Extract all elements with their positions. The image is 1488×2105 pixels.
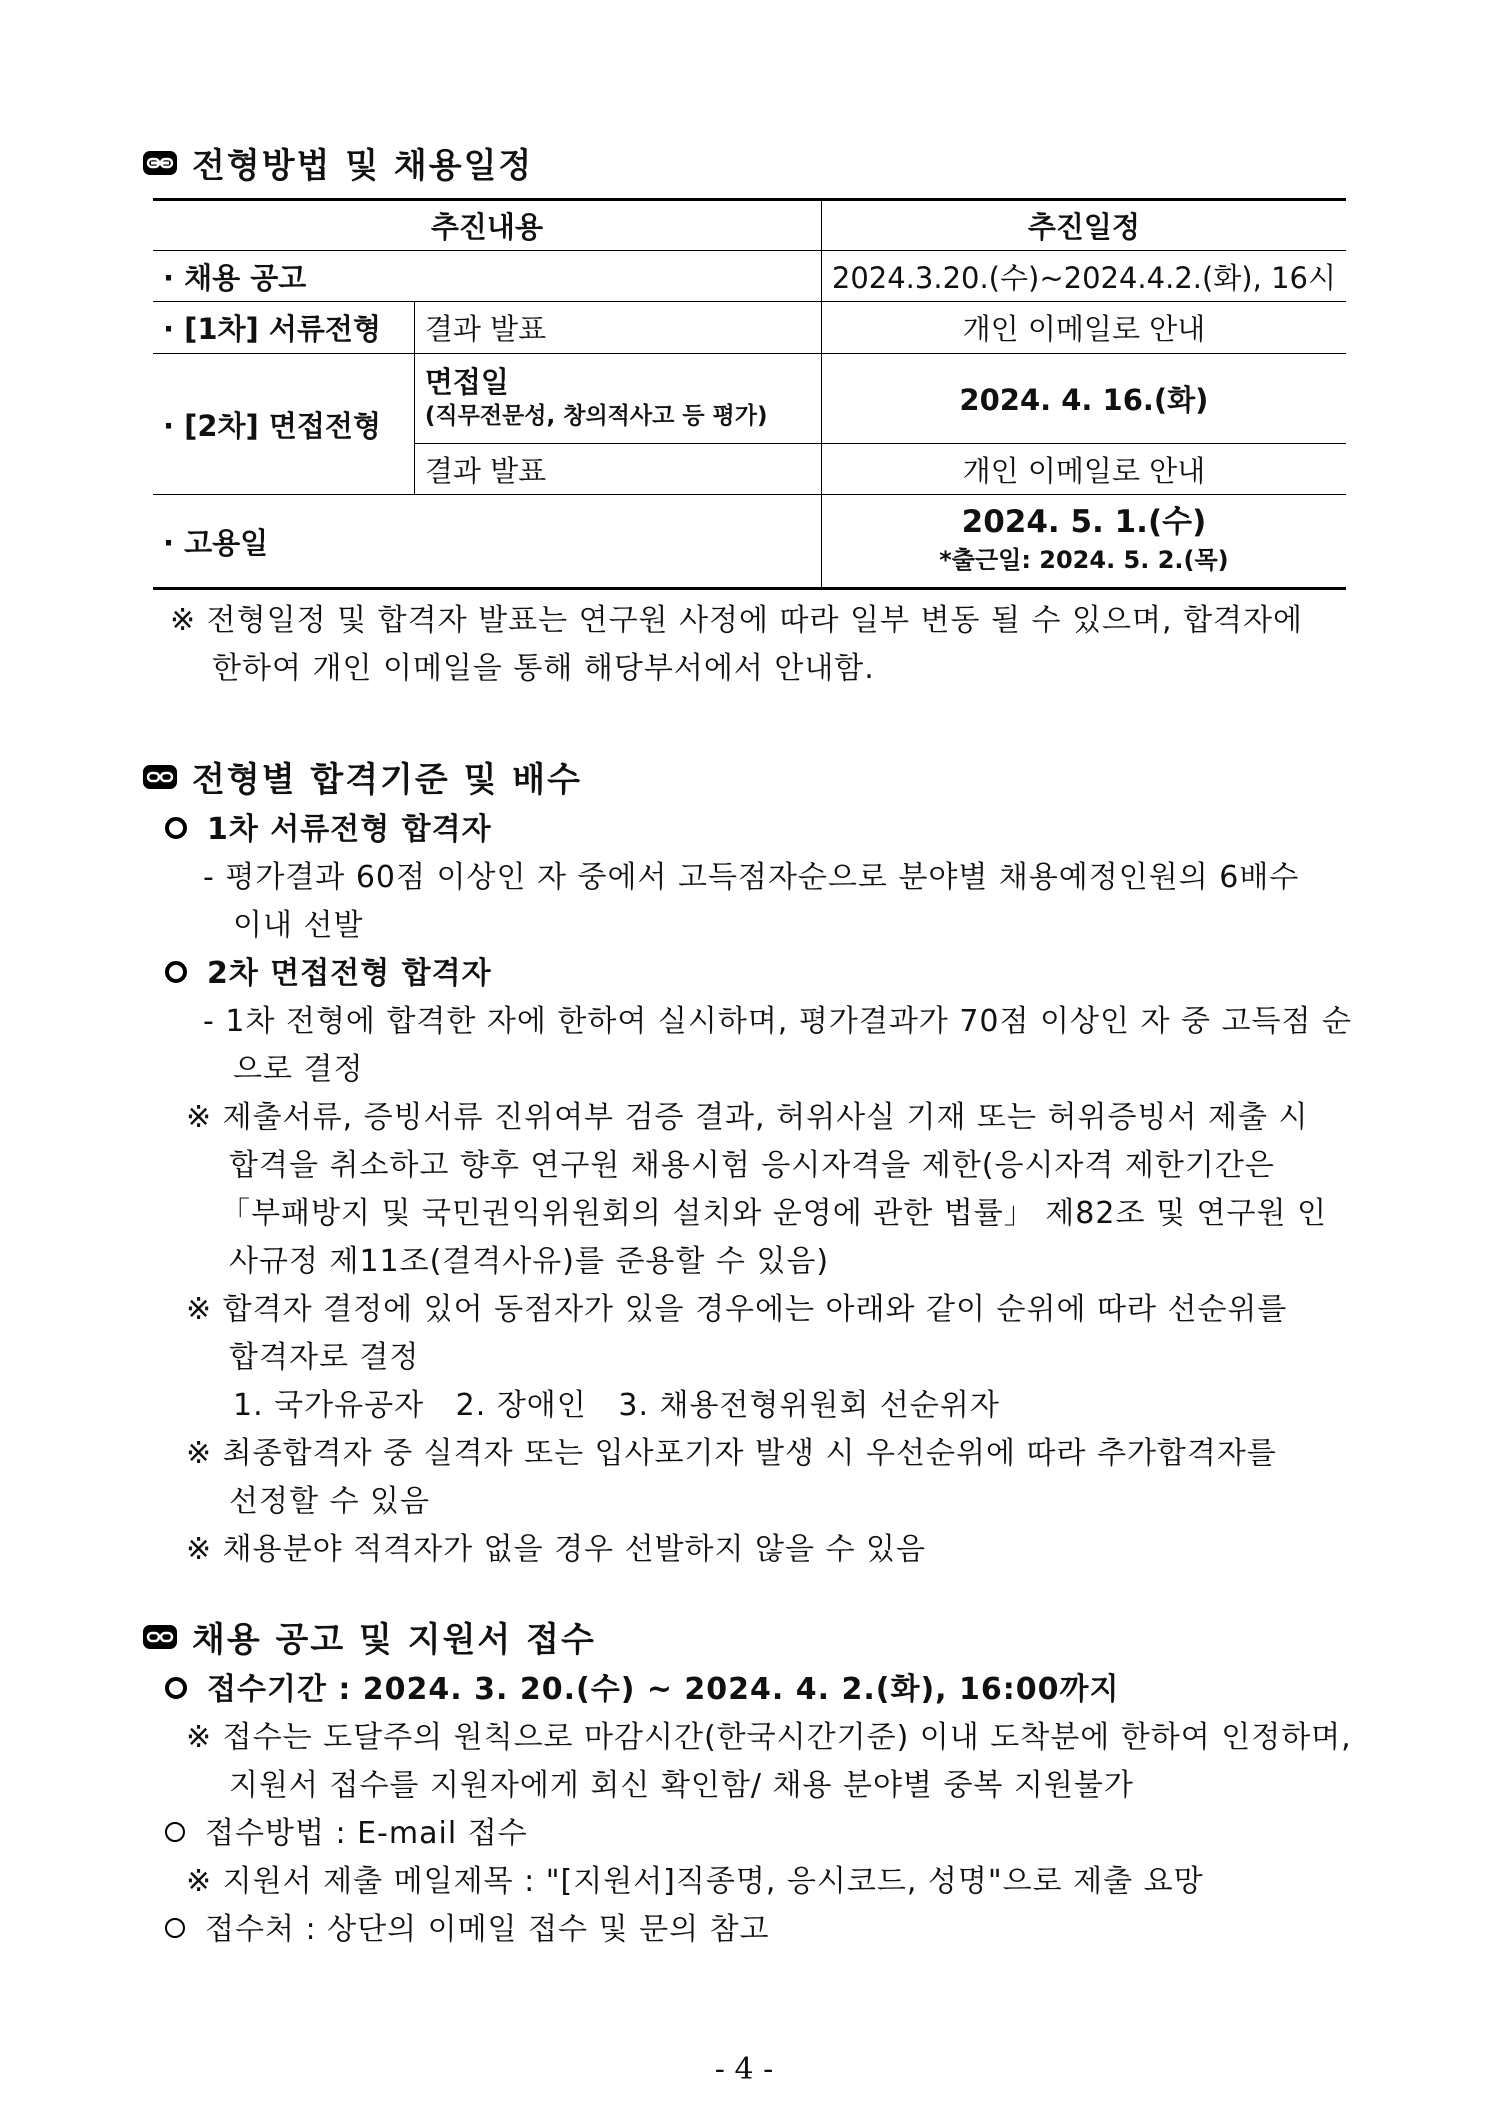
row-sub: 결과 발표 [414, 444, 821, 495]
row-schedule: 2024.3.20.(수)~2024.4.2.(화), 16시 [821, 251, 1346, 302]
place-row [165, 1906, 770, 1954]
link-icon [142, 150, 178, 176]
table-row [153, 495, 1346, 589]
row-item: · 고용일 [153, 495, 821, 589]
period-note-line1: ※ 접수는 도달주의 원칙으로 마감시간(한국시간기준) 이내 도착분에 한하여 인정하며, [186, 1720, 1352, 1755]
row-sub-note: (직무전문성, 창의적사고 등 평가) [424, 402, 768, 429]
row-schedule: 개인 이메일로 안내 [821, 302, 1346, 354]
note2-line1: ※ 합격자 결정에 있어 동점자가 있을 경우에는 아래와 같이 순위에 따라 선순위를 [186, 1292, 1288, 1327]
table-header-row [153, 200, 1346, 251]
section-heading-criteria [142, 752, 582, 801]
note3-line1: ※ 최종합격자 중 실격자 또는 입사포기자 발생 시 우선순위에 따라 추가합격자를 [186, 1436, 1277, 1471]
schedule-note-line2: 한하여 개인 이메일을 통해 해당부서에서 안내함. [212, 651, 875, 686]
row-sub: 면접일 [424, 364, 509, 399]
heading-text: 전형방법 및 채용일정 [192, 146, 534, 186]
item2-line2: 으로 결정 [233, 1052, 364, 1087]
heading-text: 채용 공고 및 지원서 접수 [192, 1620, 596, 1660]
period-text: 접수기간 : 2024. 3. 20.(수) ~ 2024. 4. 2.(화), 16:00까지 [207, 1672, 1120, 1707]
note4: ※ 채용분야 적격자가 없을 경우 선발하지 않을 수 있음 [186, 1532, 927, 1567]
schedule-table [153, 198, 1346, 590]
note1-line1: ※ 제출서류, 증빙서류 진위여부 검증 결과, 허위사실 기재 또는 허위증빙서 제출 시 [186, 1100, 1309, 1135]
link-icon [142, 1624, 178, 1650]
method-text: 접수방법 : E-mail 접수 [205, 1816, 528, 1851]
note2-line3: 1. 국가유공자 2. 장애인 3. 채용전형위원회 선순위자 [233, 1388, 1000, 1423]
row-item: · 채용 공고 [153, 251, 821, 302]
note3-line2: 선정할 수 있음 [229, 1484, 430, 1519]
link-icon [142, 764, 178, 790]
row-schedule: 2024. 4. 16.(화) [821, 354, 1346, 444]
method-note: ※ 지원서 제출 메일제목 : "[지원서]직종명, 응시코드, 성명"으로 제출 요망 [186, 1864, 1204, 1899]
section-heading-selection [142, 138, 533, 187]
row-schedule: 2024. 5. 1.(수) [961, 504, 1207, 540]
row-item: · [1차] 서류전형 [153, 302, 414, 354]
row-schedule: 개인 이메일로 안내 [821, 444, 1346, 495]
circle-bullet-icon [165, 1918, 185, 1938]
method-row [165, 1810, 528, 1858]
note1-line3: 「부패방지 및 국민권익위원회의 설치와 운영에 관한 법률」 제82조 및 연구원 인 [220, 1196, 1327, 1231]
schedule-note-line1: ※ 전형일정 및 합격자 발표는 연구원 사정에 따라 일부 변동 될 수 있으며, 합격자에 [170, 603, 1304, 638]
note1-line4: 사규정 제11조(결격사유)를 준용할 수 있음) [229, 1244, 830, 1279]
heading-text: 전형별 합격기준 및 배수 [192, 760, 582, 800]
circle-bullet-icon [165, 961, 187, 983]
section-heading-application [142, 1612, 596, 1661]
note1-line2: 합격을 취소하고 향후 연구원 채용시험 응시자격을 제한(응시자격 제한기간은 [229, 1148, 1275, 1183]
header-schedule: 추진일정 [821, 200, 1346, 251]
page-number: - 4 - [714, 2052, 774, 2087]
table-row [153, 354, 1346, 444]
item1-line2: 이내 선발 [233, 908, 364, 943]
period-note-line2: 지원서 접수를 지원자에게 회신 확인함/ 채용 분야별 중복 지원불가 [229, 1768, 1134, 1803]
place-text: 접수처 : 상단의 이메일 접수 및 문의 참고 [205, 1912, 770, 1947]
table-row [153, 302, 1346, 354]
circle-bullet-icon [165, 817, 187, 839]
item1-title: 1차 서류전형 합격자 [207, 812, 492, 847]
period-row [165, 1666, 1119, 1714]
item1-title-row [165, 806, 492, 854]
header-content: 추진내용 [153, 200, 821, 251]
item2-title: 2차 면접전형 합격자 [207, 956, 492, 991]
item1-line1: - 평가결과 60점 이상인 자 중에서 고득점자순으로 분야별 채용예정인원의 6배수 [203, 860, 1300, 895]
circle-bullet-icon [165, 1677, 187, 1699]
row-schedule-note: *출근일: 2024. 5. 2.(목) [939, 546, 1229, 574]
note2-line2: 합격자로 결정 [229, 1340, 420, 1375]
row-sub: 결과 발표 [414, 302, 821, 354]
row-sub-cell [414, 354, 821, 444]
row-schedule-cell [821, 495, 1346, 589]
item2-line1: - 1차 전형에 합격한 자에 한하여 실시하며, 평가결과가 70점 이상인 자 중 고득점 순 [203, 1004, 1352, 1039]
table-row [153, 251, 1346, 302]
circle-bullet-icon [165, 1822, 185, 1842]
item2-title-row [165, 950, 492, 998]
row-item: · [2차] 면접전형 [153, 354, 414, 495]
